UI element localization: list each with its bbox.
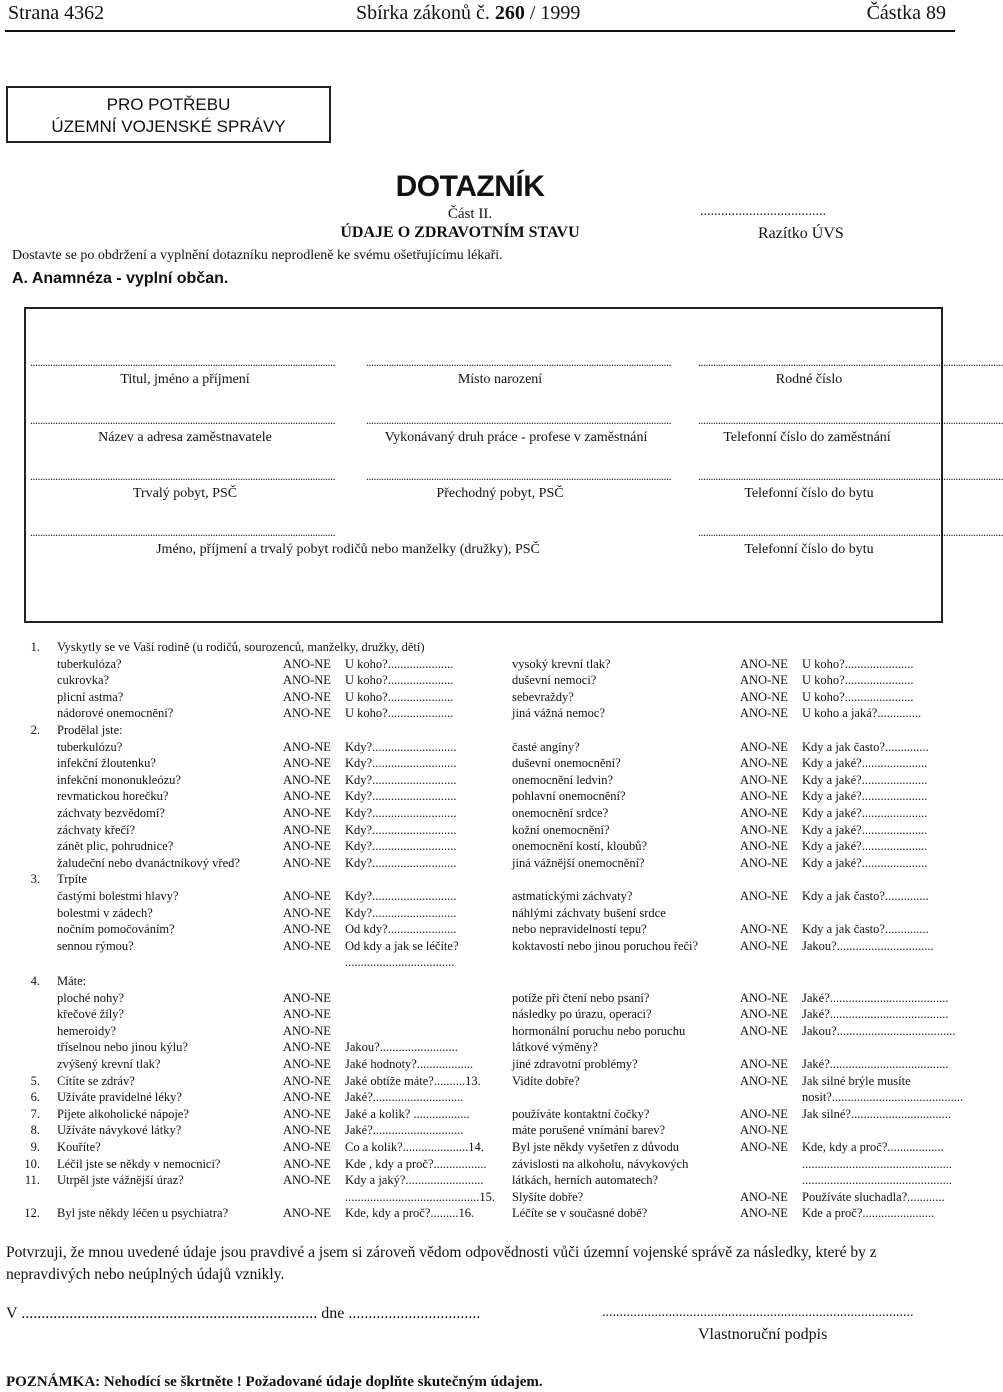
field-temporary-address-label: Přechodný pobyt, PSČ — [436, 486, 564, 501]
question-a: Prodělal jste: — [57, 723, 123, 737]
question-d: hormonální poruchu nebo poruchu — [512, 1023, 686, 1038]
question-f[interactable]: Jak silné brýle musíte — [802, 1073, 911, 1088]
law-separator: / — [524, 2, 541, 24]
part-number: Částka 89 — [866, 2, 946, 24]
question-b[interactable]: ANO-NE — [283, 1173, 331, 1188]
question-f[interactable]: Kdy a jaké?..................... — [802, 772, 928, 787]
question-f[interactable]: Kdy a jak často?.............. — [802, 739, 929, 754]
question-f[interactable]: Kdy a jak často?.............. — [802, 889, 929, 903]
field-birth-number-input[interactable]: .......................................................................................................................... — [698, 355, 1003, 369]
question-d: duševní nemoci? — [512, 673, 597, 688]
question-c[interactable]: Od kdy?...................... — [345, 922, 457, 937]
field-parents-phone-input[interactable]: .......................................................................................................................... — [698, 525, 1003, 539]
section-title: ÚDAJE O ZDRAVOTNÍM STAVU — [340, 224, 580, 241]
declaration-text: Potvrzuji, že mnou uvedené údaje jsou pravdivé a jsem si zároveň vědom odpovědnosti vůči územní vojenské správě za následky, které by z nepravdivých nebo neúplných údajů vznikly. — [6, 1244, 877, 1283]
question-n: 12. — [24, 1206, 40, 1221]
military-office-box — [6, 86, 331, 143]
question-a: sennou rýmou? — [57, 938, 134, 953]
question-n: 11. — [24, 1173, 40, 1188]
question-d: vysoký krevní tlak? — [512, 656, 611, 671]
question-b[interactable]: ANO-NE — [283, 806, 331, 820]
question-d: používáte kontaktní čočky? — [512, 1106, 650, 1121]
question-d: duševní onemocnění? — [512, 756, 621, 771]
question-c[interactable]: Kdy?........................... — [345, 806, 457, 820]
page-number: Strana 4362 — [8, 2, 105, 24]
law-year: 1999 — [540, 2, 581, 24]
question-f[interactable]: ................................................ — [802, 1156, 952, 1171]
question-n: 5. — [30, 1073, 40, 1088]
question-d: následky po úrazu, operaci? — [512, 1007, 652, 1022]
question-c[interactable]: Co a kolik?.....................14. — [345, 1140, 484, 1154]
law-number: 260 — [494, 2, 525, 24]
question-f[interactable]: Používáte sluchadla?............ — [802, 1189, 945, 1204]
question-e[interactable]: ANO-NE — [740, 789, 788, 804]
question-b[interactable]: ANO-NE — [283, 756, 331, 771]
signature-line[interactable]: ......................................................................................... — [602, 1305, 914, 1320]
question-d: pohlavní onemocnění? — [512, 789, 626, 804]
field-parents-label: Jméno, příjmení a trvalý pobyt rodičů nebo manželky (družky), PSČ — [156, 542, 540, 557]
question-b[interactable]: ANO-NE — [283, 889, 331, 903]
question-f[interactable]: Kdy a jaké?..................... — [802, 855, 928, 870]
field-birthplace-input[interactable]: .......................................................................................................................... — [366, 355, 671, 369]
question-d: jiná vážnější onemocnění? — [512, 855, 645, 870]
question-f[interactable]: Kdy a jaké?..................... — [802, 839, 928, 854]
question-b[interactable]: ANO-NE — [283, 1073, 331, 1088]
question-d: sebevraždy? — [512, 689, 574, 704]
field-permanent-address-label: Trvalý pobyt, PSČ — [132, 486, 238, 501]
field-name-label: Titul, jméno a příjmení — [120, 372, 250, 387]
question-f[interactable]: Kdy a jaké?..................... — [802, 822, 928, 837]
field-temporary-address-input[interactable]: .......................................................................................................................... — [366, 469, 671, 483]
question-e[interactable]: ANO-NE — [740, 889, 788, 903]
field-permanent-address-input[interactable]: .......................................................................................................................... — [30, 469, 335, 483]
question-a: revmatickou horečku? — [57, 789, 169, 804]
question-f[interactable]: ................................................ — [802, 1173, 952, 1188]
field-birth-number-label: Rodné číslo — [775, 372, 843, 387]
question-a: tuberkulóza? — [57, 656, 122, 671]
field-name-input[interactable]: .......................................................................................................................... — [30, 355, 335, 369]
question-a: Kouříte? — [57, 1140, 101, 1154]
question-a: Užíváte návykové látky? — [57, 1123, 182, 1138]
field-parents-input[interactable]: .......................................................................................................................... — [30, 525, 335, 539]
question-e[interactable]: ANO-NE — [740, 990, 788, 1005]
question-f[interactable]: Kde a proč?....................... — [802, 1206, 935, 1221]
question-a: nočním pomočováním? — [57, 922, 175, 937]
question-c[interactable]: Jaké?............................. — [345, 1090, 464, 1105]
question-b[interactable]: ANO-NE — [283, 905, 331, 920]
question-e[interactable]: ANO-NE — [740, 1140, 788, 1154]
question-e[interactable]: ANO-NE — [740, 706, 788, 721]
question-n: 3. — [30, 872, 40, 887]
question-b[interactable]: ANO-NE — [283, 1156, 331, 1171]
question-c[interactable]: U koho?..................... — [345, 656, 454, 671]
question-e[interactable]: ANO-NE — [740, 822, 788, 837]
question-f[interactable]: nosit?.......................................... — [802, 1090, 964, 1105]
question-b[interactable]: ANO-NE — [283, 1057, 331, 1071]
question-d: onemocnění srdce? — [512, 806, 609, 820]
question-d: látkách, herních automatech? — [512, 1173, 659, 1188]
question-e[interactable]: ANO-NE — [740, 656, 788, 671]
question-e[interactable]: ANO-NE — [740, 1206, 788, 1221]
question-d: Léčíte se v současné době? — [512, 1206, 648, 1221]
question-a: záchvaty bezvědomí? — [57, 806, 165, 820]
field-profession-input[interactable]: .......................................................................................................................... — [366, 413, 671, 427]
question-d: onemocnění kostí, kloubů? — [512, 839, 648, 854]
question-f[interactable]: Jakou?...................................... — [802, 1023, 956, 1038]
question-e[interactable]: ANO-NE — [740, 806, 788, 820]
question-a: Užíváte pravidelné léky? — [57, 1090, 182, 1105]
field-home-phone-input[interactable]: .......................................................................................................................... — [698, 469, 1003, 483]
question-f[interactable]: Kde, kdy a proč?.................. — [802, 1140, 944, 1154]
question-a: křečové žíly? — [57, 1007, 124, 1022]
question-c[interactable]: Od kdy a jak se léčíte? — [345, 938, 459, 953]
header-divider — [5, 30, 955, 32]
question-a: Trpíte — [57, 872, 88, 887]
question-f[interactable]: Kdy a jaké?..................... — [802, 806, 928, 820]
field-profession-label: Vykonávaný druh práce - profese v zaměstnání — [384, 430, 648, 445]
question-a: Pijete alkoholické nápoje? — [57, 1106, 189, 1121]
question-d: náhlými záchvaty bušení srdce — [512, 905, 666, 920]
question-e[interactable]: ANO-NE — [740, 1057, 788, 1071]
question-c[interactable]: Jaké?............................. — [345, 1123, 464, 1138]
question-d: onemocnění ledvin? — [512, 772, 614, 787]
question-a: hemeroidy? — [57, 1023, 117, 1038]
question-c[interactable]: Kdy?........................... — [345, 756, 457, 771]
question-a: tuberkulózu? — [57, 739, 123, 754]
question-e[interactable]: ANO-NE — [740, 1073, 788, 1088]
question-c[interactable]: Jaké hodnoty?.................. — [345, 1057, 474, 1071]
question-a: záchvaty křečí? — [57, 822, 136, 837]
question-d: máte porušené vnímání barev? — [512, 1123, 666, 1138]
box-line-1: PRO POTŘEBU — [106, 95, 231, 114]
question-e[interactable]: ANO-NE — [740, 1007, 788, 1022]
question-a: žaludeční nebo dvanáctníkový vřed? — [57, 855, 240, 870]
question-c[interactable]: U koho?..................... — [345, 673, 454, 688]
question-d: koktavostí nebo jinou poruchou řeči? — [512, 938, 699, 953]
field-birthplace-label: Místo narození — [457, 372, 543, 387]
question-c[interactable]: U koho?..................... — [345, 689, 454, 704]
question-c[interactable]: Jakou?......................... — [345, 1040, 458, 1055]
question-n: 7. — [30, 1106, 40, 1121]
question-e[interactable]: ANO-NE — [740, 922, 788, 937]
question-d: Vidíte dobře? — [512, 1073, 580, 1088]
question-b[interactable]: ANO-NE — [283, 772, 331, 787]
question-f[interactable]: U koho?...................... — [802, 689, 914, 704]
question-e[interactable]: ANO-NE — [740, 855, 788, 870]
question-d: látkové výměny? — [512, 1040, 598, 1055]
question-a: Cítíte se zdráv? — [57, 1073, 135, 1088]
question-b[interactable]: ANO-NE — [283, 1007, 331, 1022]
question-b[interactable]: ANO-NE — [283, 789, 331, 804]
question-b[interactable]: ANO-NE — [283, 673, 331, 688]
question-b[interactable]: ANO-NE — [283, 656, 331, 671]
question-a: tříselnou nebo jinou kýlu? — [57, 1040, 188, 1055]
question-c[interactable]: U koho?..................... — [345, 706, 454, 721]
question-c[interactable]: Kdy?........................... — [345, 839, 457, 854]
collection-title — [356, 2, 580, 25]
question-f[interactable]: U koho?...................... — [802, 673, 914, 688]
question-d: astmatickými záchvaty? — [512, 889, 633, 903]
question-a: ploché nohy? — [57, 990, 124, 1005]
question-d: závislosti na alkoholu, návykových — [512, 1156, 689, 1171]
question-e[interactable]: ANO-NE — [740, 739, 788, 754]
question-c[interactable]: Kdy?........................... — [345, 739, 457, 754]
question-n: 9. — [30, 1140, 40, 1154]
question-c[interactable]: Kdy?........................... — [345, 905, 457, 920]
question-d: časté angíny? — [512, 739, 580, 754]
document-title: DOTAZNÍK — [395, 170, 545, 203]
question-e[interactable]: ANO-NE — [740, 839, 788, 854]
question-a: infekční žloutenku? — [57, 756, 156, 771]
collection-label: Sbírka zákonů č. — [356, 2, 490, 24]
stamp-line[interactable]: .................................... — [700, 204, 826, 219]
field-parents-phone-label: Telefonní číslo do bytu — [744, 542, 874, 557]
question-c[interactable]: Jaké obtíže máte?..........13. — [345, 1073, 481, 1088]
question-b[interactable]: ANO-NE — [283, 1140, 331, 1154]
note-text: POZNÁMKA: Nehodící se škrtněte ! Požadované údaje doplňte skutečným údajem. — [6, 1374, 543, 1390]
question-c[interactable]: Kde, kdy a proč?.........16. — [345, 1206, 475, 1221]
question-a: infekční mononukleózu? — [57, 772, 181, 787]
question-e[interactable]: ANO-NE — [740, 772, 788, 787]
signature-label: Vlastnoruční podpis — [698, 1326, 828, 1343]
question-b[interactable]: ANO-NE — [283, 1040, 331, 1055]
question-f[interactable]: Kdy a jak často?.............. — [802, 922, 929, 937]
question-a: Vyskytly se ve Vaší rodině (u rodičů, sourozenců, manželky, družky, dětí) — [57, 640, 425, 654]
stamp-label: Razítko ÚVS — [758, 225, 844, 242]
question-c[interactable]: Jaké a kolik? .................. — [345, 1106, 470, 1121]
question-b[interactable]: ANO-NE — [283, 1123, 331, 1138]
question-a: zvýšený krevní tlak? — [57, 1057, 161, 1071]
question-c[interactable]: ................................... — [345, 955, 455, 970]
question-e[interactable]: ANO-NE — [740, 756, 788, 771]
field-employer-label: Název a adresa zaměstnavatele — [98, 430, 272, 445]
question-d: potíže při čtení nebo psaní? — [512, 990, 650, 1005]
question-e[interactable]: ANO-NE — [740, 1106, 788, 1121]
question-c[interactable]: Kdy?........................... — [345, 789, 457, 804]
question-n: 6. — [30, 1090, 40, 1105]
question-d: Slyšíte dobře? — [512, 1189, 584, 1204]
question-d: jiná vážná nemoc? — [512, 706, 606, 721]
question-a: častými bolestmi hlavy? — [57, 889, 179, 903]
question-a: plicní astma? — [57, 689, 124, 704]
question-f[interactable]: Jaké?...................................... — [802, 1057, 949, 1071]
question-a: Máte: — [57, 974, 87, 988]
question-n: 10. — [24, 1156, 40, 1171]
question-f[interactable]: Jakou?............................... — [802, 938, 934, 953]
question-c[interactable]: ...........................................15. — [345, 1189, 495, 1204]
question-f[interactable]: U koho a jaká?.............. — [802, 706, 922, 721]
question-d: nebo nepravidelností tepu? — [512, 922, 647, 937]
question-b[interactable]: ANO-NE — [283, 855, 331, 870]
question-n: 4. — [30, 974, 40, 988]
question-b[interactable]: ANO-NE — [283, 990, 331, 1005]
question-b[interactable]: ANO-NE — [283, 706, 331, 721]
question-b[interactable]: ANO-NE — [283, 822, 331, 837]
field-work-phone-input[interactable]: .......................................................................................................................... — [698, 413, 1003, 427]
question-d: jiné zdravotní problémy? — [512, 1057, 638, 1071]
question-b[interactable]: ANO-NE — [283, 922, 331, 937]
question-e[interactable]: ANO-NE — [740, 1123, 788, 1138]
question-c[interactable]: Kde , kdy a proč?................. — [345, 1156, 487, 1171]
question-a: nádorové onemocnění? — [57, 706, 174, 721]
question-n: 2. — [30, 723, 40, 737]
question-e[interactable]: ANO-NE — [740, 689, 788, 704]
question-c[interactable]: Kdy a jaký?......................... — [345, 1173, 484, 1188]
question-c[interactable]: Kdy?........................... — [345, 822, 457, 837]
question-f[interactable]: Kdy a jaké?..................... — [802, 756, 928, 771]
field-home-phone-label: Telefonní číslo do bytu — [744, 486, 874, 501]
question-f[interactable]: Jak silné?................................ — [802, 1106, 951, 1121]
question-b[interactable]: ANO-NE — [283, 1106, 331, 1121]
question-a: Léčil jste se někdy v nemocnici? — [57, 1156, 221, 1171]
question-a: Byl jste někdy léčen u psychiatra? — [57, 1206, 229, 1221]
place-date-line[interactable]: V .......................................................................... dne ................................. — [6, 1305, 481, 1322]
question-b[interactable]: ANO-NE — [283, 938, 331, 953]
question-d: Byl jste někdy vyšetřen z důvodu — [512, 1140, 679, 1154]
question-a: bolestmi v zádech? — [57, 905, 153, 920]
question-c[interactable]: Kdy?........................... — [345, 855, 457, 870]
question-e[interactable]: ANO-NE — [740, 938, 788, 953]
question-f[interactable]: U koho?...................... — [802, 656, 914, 671]
question-a: Utrpěl jste vážnější úraz? — [57, 1173, 184, 1188]
question-f[interactable]: Jaké?...................................... — [802, 1007, 949, 1022]
question-e[interactable]: ANO-NE — [740, 1023, 788, 1038]
question-b[interactable]: ANO-NE — [283, 839, 331, 854]
section-a-heading: A. Anamnéza - vyplní občan. — [12, 270, 229, 287]
question-n: 8. — [30, 1123, 40, 1138]
question-a: cukrovka? — [57, 673, 110, 688]
question-b[interactable]: ANO-NE — [283, 1206, 331, 1221]
question-a: zánět plic, pohrudnice? — [57, 839, 174, 854]
document-subtitle: Část II. — [447, 206, 493, 222]
box-line-2: ÚZEMNÍ VOJENSKÉ SPRÁVY — [51, 117, 286, 136]
question-b[interactable]: ANO-NE — [283, 1090, 331, 1105]
instruction-text: Dostavte se po obdržení a vyplnění dotazníku neprodleně ke svému ošetřujícímu lékaři. — [12, 248, 503, 263]
question-b[interactable]: ANO-NE — [283, 689, 331, 704]
question-e[interactable]: ANO-NE — [740, 1189, 788, 1204]
question-f[interactable]: Kdy a jaké?..................... — [802, 789, 928, 804]
question-c[interactable]: Kdy?........................... — [345, 889, 457, 903]
question-d: kožní onemocnění? — [512, 822, 610, 837]
question-n: 1. — [30, 640, 40, 654]
question-b[interactable]: ANO-NE — [283, 1023, 331, 1038]
field-work-phone-label: Telefonní číslo do zaměstnání — [723, 430, 891, 445]
question-e[interactable]: ANO-NE — [740, 673, 788, 688]
question-f[interactable]: Jaké?...................................... — [802, 990, 949, 1005]
field-employer-input[interactable]: .......................................................................................................................... — [30, 413, 335, 427]
question-b[interactable]: ANO-NE — [283, 739, 331, 754]
question-c[interactable]: Kdy?........................... — [345, 772, 457, 787]
